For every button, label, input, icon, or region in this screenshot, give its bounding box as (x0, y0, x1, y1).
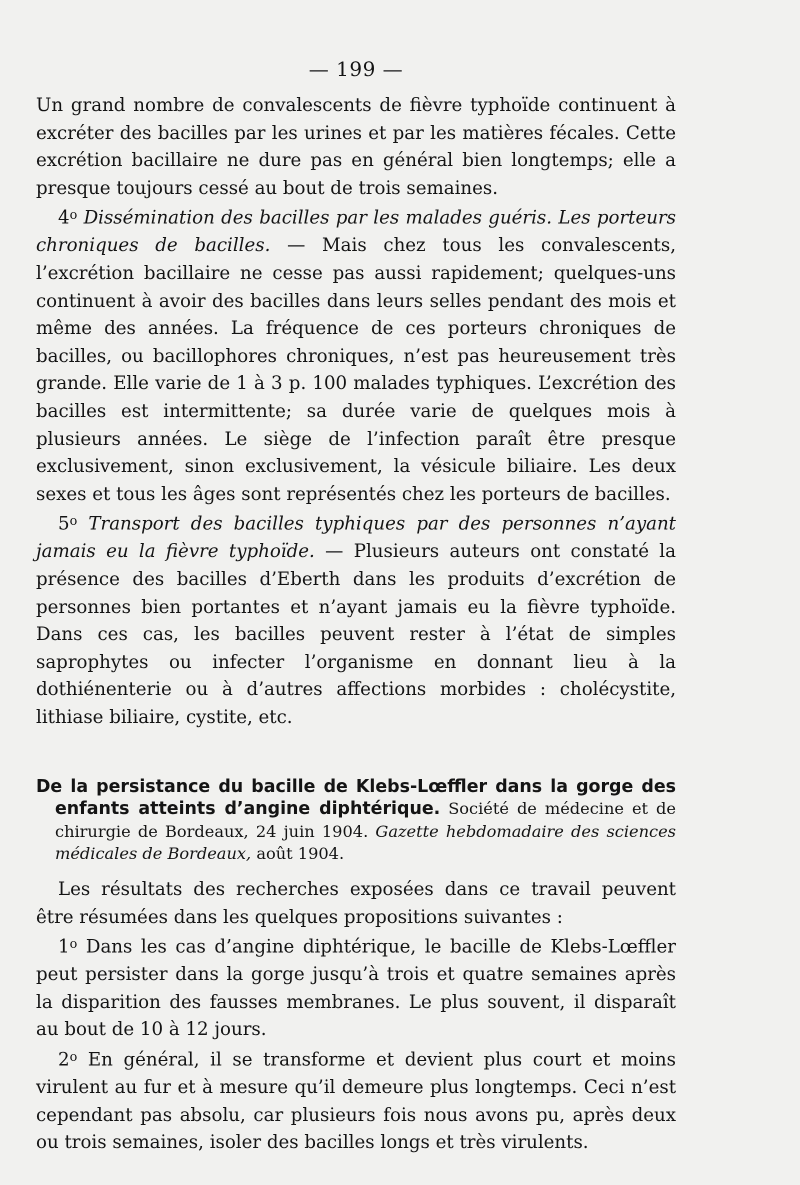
paragraph-transport (36, 508, 676, 731)
section-number: 4 (58, 207, 70, 229)
paragraph-proposition-2 (36, 1044, 676, 1157)
article-heading (36, 776, 676, 866)
ordinal-mark: o (69, 514, 78, 530)
item-text: Dans les cas d’angine diphtérique, le bacille de Klebs-Lœffler peut persister dans la gorge jusqu’à trois et quatre semaines après la disparition des fausses membranes. Le plus souvent, il disparaît au bout de 10 à 12 jours. (36, 936, 676, 1041)
section-number: 5 (58, 513, 70, 535)
section-text: — Mais chez tous les convalescents, l’excrétion bacillaire ne cesse pas aussi rapidement; quelques-uns continuent à avoir des bacilles dans leurs selles pendant des mois et même des années. La fréquence de ces porteurs chroniques de bacilles, ou bacillophores chroniques, n’est pas heureusement très grande. Elle varie de 1 à 3 p. 100 malades typhiques. L’excrétion des bacilles est intermittente; sa durée varie de quelques mois à plusieurs années. Le siège de l’infection paraît être presque exclusivement, sinon exclusivement, la vésicule biliaire. Les deux sexes et tous les âges sont représentés chez les porteurs de bacilles. (36, 235, 676, 505)
article-title: De la persistance du bacille de Klebs-Lœffler dans la gorge des enfants atteints d’angine diphtérique. (36, 777, 676, 820)
paragraph-proposition-1 (36, 931, 676, 1044)
reference-date: août 1904. (256, 844, 345, 864)
reference-society: Société de médecine et de chirurgie de Bordeaux, 24 juin 1904. (55, 799, 676, 841)
paragraph-convalescents: Un grand nombre de convalescents de fièvre typhoïde continuent à excréter des bacilles par les urines et par les matières fécales. Cette excrétion bacillaire ne dure pas en général bien longtemps; elle a presque toujours cessé au bout de trois semaines. (36, 95, 676, 199)
reference-journal: Gazette hebdomadaire des sciences médicales de Bordeaux, (55, 821, 676, 864)
ordinal-mark: o (69, 1050, 78, 1066)
text-block-typhoid (36, 92, 676, 732)
text-block-diphtheria (36, 876, 676, 1157)
item-number: 1 (58, 936, 70, 958)
page-number: — 199 — (308, 57, 404, 81)
item-text: En général, il se transforme et devient plus court et moins virulent au fur et à mesure qu’il demeure plus longtemps. Ceci n’est cependant pas absolu, car plusieurs fois nous avons pu, après deux ou trois semaines, isoler des bacilles longs et très virulents. (36, 1049, 676, 1154)
section-title-italic: Transport des bacilles typhiques par des personnes n’ayant jamais eu la fièvre typhoïde. (36, 513, 676, 563)
item-number: 2 (58, 1049, 70, 1071)
ordinal-mark: o (69, 937, 78, 953)
document-page (36, 0, 676, 1185)
paragraph-porteurs-chroniques (36, 202, 676, 508)
ordinal-mark: o (69, 208, 78, 224)
article-reference (36, 776, 676, 866)
section-text: — Plusieurs auteurs ont constaté la présence des bacilles d’Eberth dans les produits d’excrétion de personnes bien portantes et n’ayant jamais eu la fièvre typhoïde. Dans ces cas, les bacilles peuvent rester à l’état de simples saprophytes ou infecter l’organisme en donnant lieu à la dothiénenterie ou à d’autres affections morbides : cholécystite, lithiase biliaire, cystite, etc. (36, 541, 676, 728)
section-title-italic: Dissémination des bacilles par les malades guéris. Les porteurs chroniques de bacilles. (36, 207, 676, 257)
paragraph-intro: Les résultats des recherches exposées dans ce travail peuvent être résumées dans les quelques propositions suivantes : (36, 879, 676, 928)
